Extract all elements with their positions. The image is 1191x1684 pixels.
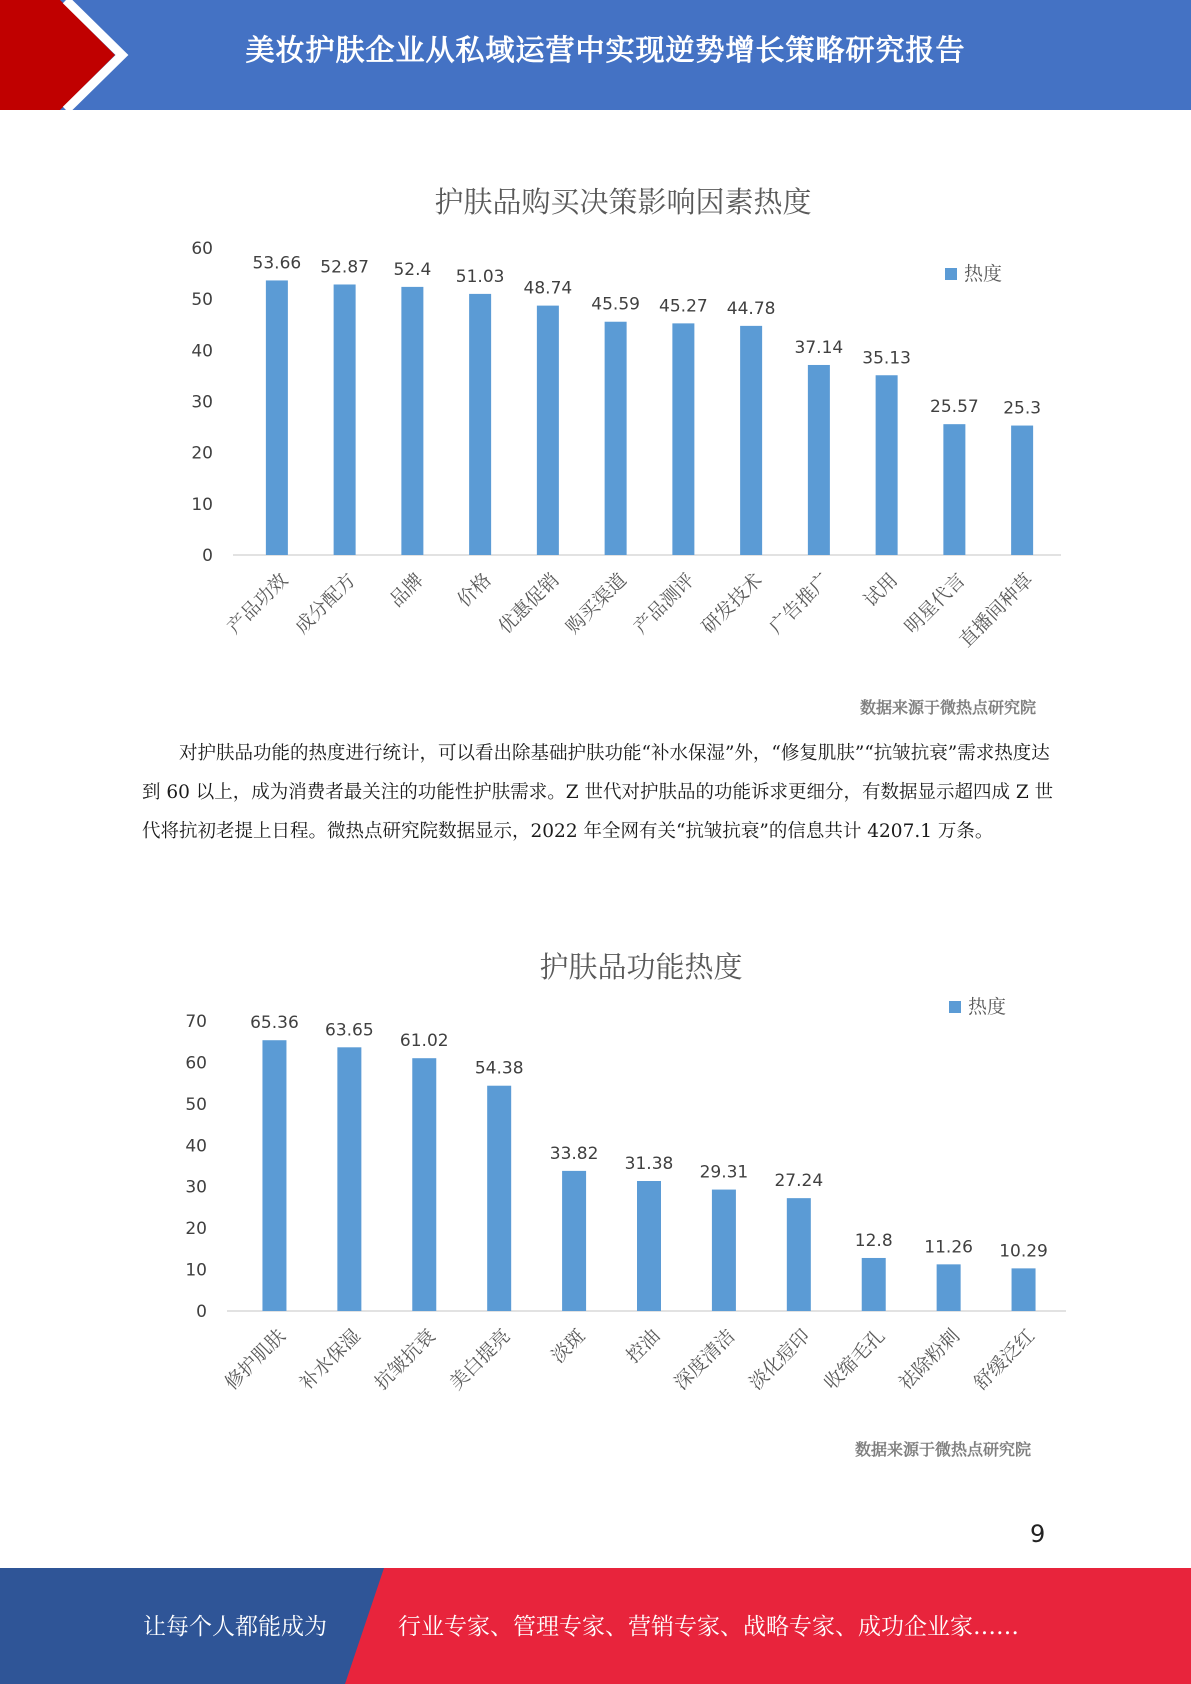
chart1-data-label: 37.14 [794,337,844,358]
chart2-data-label: 54.38 [474,1058,524,1079]
chart1-data-label: 45.59 [591,294,640,315]
chart1-category-label: 产品功效 [223,568,293,639]
chart2-data-label: 33.82 [549,1143,599,1164]
chart2-legend-swatch [949,1001,961,1013]
chart1-category-label: 广告推广 [765,568,835,639]
function-heat-chart [0,910,1191,1450]
chart1-category-label: 价格 [453,568,496,612]
chart2-category-label: 补水保湿 [295,1324,365,1395]
chart2-category-label: 美白提亮 [445,1324,515,1395]
paragraph-line-4: 关“抗皱抗衰”的信息共计 4207.1 万条。 [657,821,994,842]
chart2-title: 护肤品功能热度 [539,950,743,984]
report-header [0,0,1191,110]
chart1-bar [469,294,491,555]
chart1-data-label: 53.66 [252,253,302,274]
chart1-bar [605,322,627,555]
chart2-bar [787,1198,811,1311]
chart1-data-label: 35.13 [862,348,911,369]
chart2-data-label: 11.26 [924,1237,973,1258]
chart1-bar [672,323,694,555]
chart1-category-label: 研发技术 [697,568,767,639]
chart1-category-label: 直播间种草 [954,568,1038,652]
chart2-data-label: 29.31 [699,1162,749,1183]
chart2-category-label: 舒缓泛红 [969,1324,1040,1395]
chart2-legend-label: 热度 [968,996,1007,1018]
chart2-bar [562,1171,586,1311]
chart1-bar [808,365,830,555]
page-number: 9 [1030,1520,1046,1548]
chart1-category-label: 成分配方 [290,568,361,639]
chart2-bar [637,1181,661,1311]
chart2-data-label: 63.65 [325,1020,374,1041]
chart2-category-label: 淡化痘印 [745,1324,815,1395]
chart1-data-label: 45.27 [659,296,708,317]
chart1-legend-swatch [945,268,957,280]
chart1-title: 护肤品购买决策影响因素热度 [434,185,812,219]
chart1-data-label: 25.57 [930,397,979,418]
body-paragraph [142,734,1058,851]
chart2-bar [1012,1268,1036,1311]
chart2-category-label: 控油 [622,1324,665,1368]
chart1-category-label: 产品测评 [629,568,699,639]
chart2-data-label: 61.02 [399,1031,449,1052]
purchase-factors-chart [0,150,1191,710]
chart2-y-tick: 20 [185,1219,207,1240]
chart2-data-label: 10.29 [999,1241,1048,1262]
chart2-data-label: 12.8 [854,1230,893,1251]
chart1-bar [537,306,559,555]
chart2-category-label: 修护肌肤 [220,1324,290,1395]
chart1-y-tick: 20 [191,443,213,464]
paragraph-line-3: 求更细分，有数据显示超四成 Z 世代将抗初老提上日程。微热点研究院数据显示，2022 年全网有 [142,782,1054,842]
chart2-category-label: 收缩毛孔 [819,1324,890,1395]
chart2-bar [487,1086,511,1311]
report-title: 美妆护肤企业从私域运营中实现逆势增长策略研究报告 [245,33,966,67]
chart2-y-tick: 40 [185,1136,207,1157]
chart1-data-label: 52.4 [393,259,432,280]
chart1-y-tick: 50 [191,290,213,311]
chart1-category-label: 品牌 [385,568,428,612]
footer-banner [0,1568,1191,1684]
chart2-category-label: 深度清洁 [670,1324,740,1395]
chart1-bar [740,326,762,555]
chart2-data-label: 31.38 [624,1153,674,1174]
chart1-legend-label: 热度 [964,263,1003,285]
chart1-bar [876,375,898,555]
chart2-y-tick: 0 [196,1302,207,1322]
chart2-bar [337,1047,361,1311]
chart1-data-label: 52.87 [320,257,369,278]
chart2-bar [262,1040,286,1311]
chart1-data-label: 25.3 [1003,398,1042,419]
chart2-bar [412,1058,436,1311]
chart1-y-tick: 10 [191,494,213,515]
chart1-category-label: 明星代言 [900,568,970,639]
paragraph-line-2: 皱抗衰”需求热度达到 60 以上，成为消费者最关注的功能性护肤需求。Z 世代对护肤品的功能诉 [142,743,1050,803]
chart1-category-label: 优惠促销 [494,568,564,639]
chart1-bar [943,424,965,555]
chart2-y-tick: 30 [185,1177,207,1198]
chart1-category-label: 购买渠道 [561,568,632,639]
chart1-bar [401,287,423,555]
chart2-bar [937,1264,961,1311]
footer-slogan-right: 行业专家、管理专家、营销专家、战略专家、成功企业家…… [398,1614,1019,1640]
chart2-category-label: 抗皱抗衰 [370,1324,440,1395]
footer-slogan-left: 让每个人都能成为 [143,1614,327,1640]
chart2-bar [862,1258,886,1311]
chart1-data-label: 48.74 [523,278,573,299]
chart2-data-label: 65.36 [250,1013,299,1034]
chart1-bar [1011,426,1033,555]
chart2-category-label: 淡斑 [547,1324,590,1368]
chart2-y-tick: 10 [185,1260,207,1281]
chart1-source-note: 数据来源于微热点研究院 [860,698,1037,717]
chart2-data-label: 27.24 [774,1171,824,1192]
chart1-data-label: 44.78 [726,298,776,319]
chart1-category-label: 试用 [859,568,903,612]
chart2-category-label: 祛除粉刺 [894,1324,965,1395]
chart2-y-tick: 70 [185,1012,207,1032]
chart2-y-tick: 50 [185,1094,207,1115]
chart1-y-tick: 60 [191,239,213,259]
chart1-data-label: 51.03 [455,266,505,287]
chart1-bar [334,284,356,555]
chart2-source-note: 数据来源于微热点研究院 [855,1440,1032,1459]
chart1-y-tick: 0 [202,546,213,566]
chart2-y-tick: 60 [185,1053,207,1074]
chart1-bar [266,280,288,555]
chart1-y-tick: 30 [191,392,213,413]
chart1-y-tick: 40 [191,341,213,362]
chart2-bar [712,1190,736,1311]
paragraph-line-1: 对护肤品功能的热度进行统计，可以看出除基础护肤功能“补水保湿”外，“修复肌肤”“抗 [179,743,893,764]
